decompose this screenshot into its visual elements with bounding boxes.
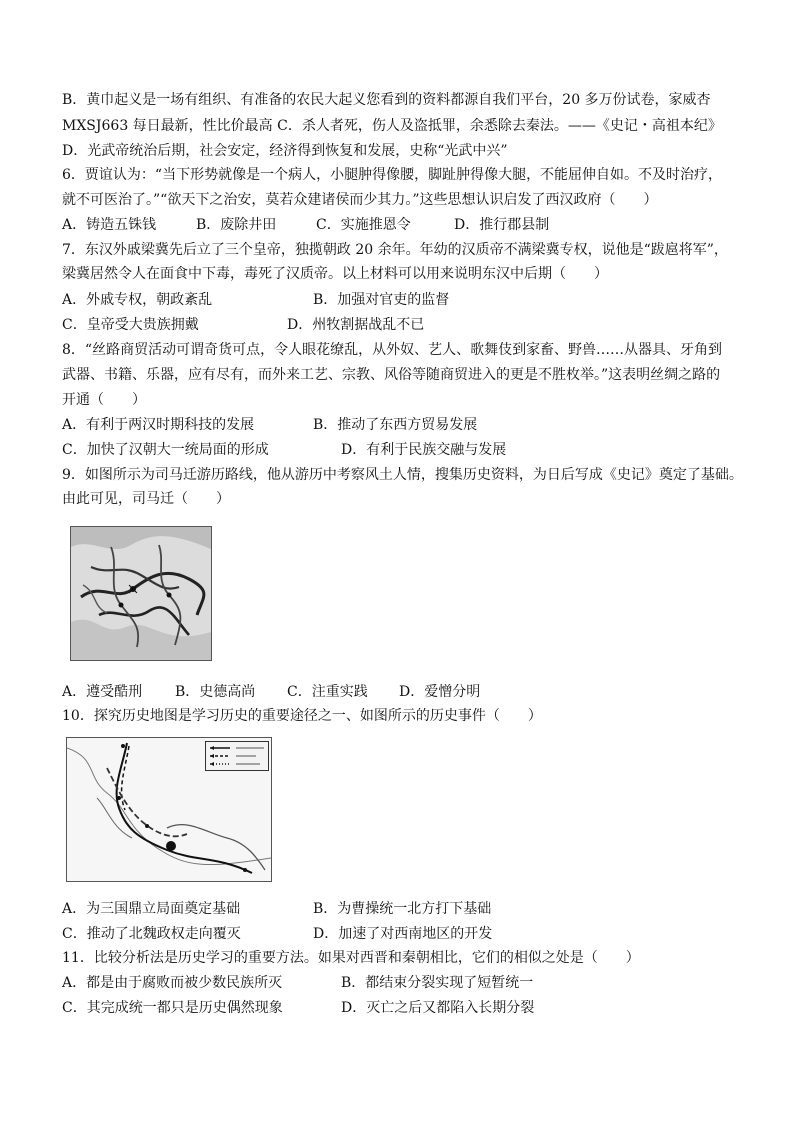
q11-option-a: A．都是由于腐败而被少数民族所灭: [62, 975, 283, 991]
q9-stem-line2: 由此可见，司马迁（ ）: [62, 491, 230, 507]
q6-option-b: B．废除井田: [196, 217, 277, 233]
q11-stem-line1: 11．比较分析法是历史学习的重要方法。如果对西晋和秦朝相比，它们的相似之处是（ ）: [62, 950, 640, 966]
q11-option-c: C．其完成统一都只是历史偶然现象: [62, 1000, 283, 1016]
q10-stem-line1: 10．探究历史地图是学习历史的重要途径之一、如图所示的历史事件（ ）: [62, 708, 542, 724]
map-legend: [205, 741, 269, 771]
q9-stem-line1: 9．如图所示为司马迁游历路线，他从游历中考察风土人情，搜集历史资料，为日后写成《史记》奠定了基础。: [62, 467, 743, 483]
q5-option-c-line: MXSJ663 每日最新，性比价最高 C．杀人者死，伤人及盗抵罪，余悉除去秦法。——《史记・高祖本纪》: [62, 118, 722, 134]
q11-option-b: B．都结束分裂实现了短暂统一: [341, 975, 534, 991]
q6-stem-line2: 就不可医治了。”“欲天下之治安，莫若众建诸侯而少其力。”这些思想认识启发了西汉政府（ ）: [62, 192, 658, 208]
q10-option-a: A．为三国鼎立局面奠定基础: [62, 901, 241, 917]
q8-option-c: C．加快了汉朝大一统局面的形成: [62, 442, 269, 458]
q8-stem-line1: 8．“丝路商贸活动可谓奇货可点，令人眼花缭乱，从外奴、艺人、歌舞伎到家畜、野兽……从器具、牙角到: [62, 342, 723, 358]
campaign-route-map: [66, 737, 272, 882]
q8-option-b: B．推动了东西方贸易发展: [313, 417, 478, 433]
travel-route-illustration: [71, 527, 211, 660]
q7-option-c: C．皇帝受大贵族拥戴: [62, 317, 199, 333]
q6-option-c: C．实施推恩令: [316, 217, 411, 233]
q9-option-a: A．遵受酷刑: [62, 684, 143, 700]
q7-option-d: D．州牧割据战乱不已: [287, 317, 425, 333]
q7-stem-line1: 7．东汉外戚梁冀先后立了三个皇帝，独揽朝政 20 余年。年幼的汉质帝不满梁冀专权，说他是“跋扈将军”，: [62, 242, 728, 258]
sima-qian-travel-map: [70, 526, 212, 661]
q10-option-b: B．为曹操统一北方打下基础: [313, 901, 492, 917]
q8-stem-line3: 开通（ ）: [62, 392, 146, 408]
q8-option-a: A．有利于两汉时期科技的发展: [62, 417, 255, 433]
q9-option-d: D．爱憎分明: [399, 684, 481, 700]
q5-option-b-line: B．黄巾起义是一场有组织、有准备的农民大起义您看到的资料都源自我们平台，20 多万份试卷，家威杏: [62, 92, 711, 108]
q8-stem-line2: 武器、书籍、乐器，应有尽有，而外来工艺、宗教、风俗等随商贸进入的更是不胜枚举。”这表明丝绸之路的: [62, 367, 721, 383]
q10-option-c: C．推动了北魏政权走向覆灭: [62, 926, 241, 942]
q7-option-a: A．外戚专权，朝政紊乱: [62, 292, 213, 308]
q8-option-d: D．有利于民族交融与发展: [341, 442, 507, 458]
q11-option-d: D．灭亡之后又都陷入长期分裂: [341, 1000, 535, 1016]
q6-stem-line1: 6．贾谊认为：“当下形势就像是一个病人，小腿肿得像腰，脚趾肿得像大腿，不能屈伸自如。不及时治疗，: [62, 167, 723, 183]
q9-option-b: B．史德高尚: [175, 684, 256, 700]
q10-option-d: D．加速了对西南地区的开发: [313, 926, 493, 942]
legend-arrows-icon: [206, 742, 268, 770]
q6-option-d: D．推行郡县制: [454, 217, 550, 233]
q6-option-a: A．铸造五铢钱: [62, 217, 157, 233]
q5-option-d-line: D．光武帝统治后期，社会安定，经济得到恢复和发展，史称“光武中兴”: [62, 143, 508, 159]
q7-option-b: B．加强对官吏的监督: [313, 292, 450, 308]
q7-stem-line2: 梁冀居然令人在面食中下毒，毒死了汉质帝。以上材料可以用来说明东汉中后期（ ）: [62, 266, 608, 282]
q9-option-c: C．注重实践: [287, 684, 368, 700]
